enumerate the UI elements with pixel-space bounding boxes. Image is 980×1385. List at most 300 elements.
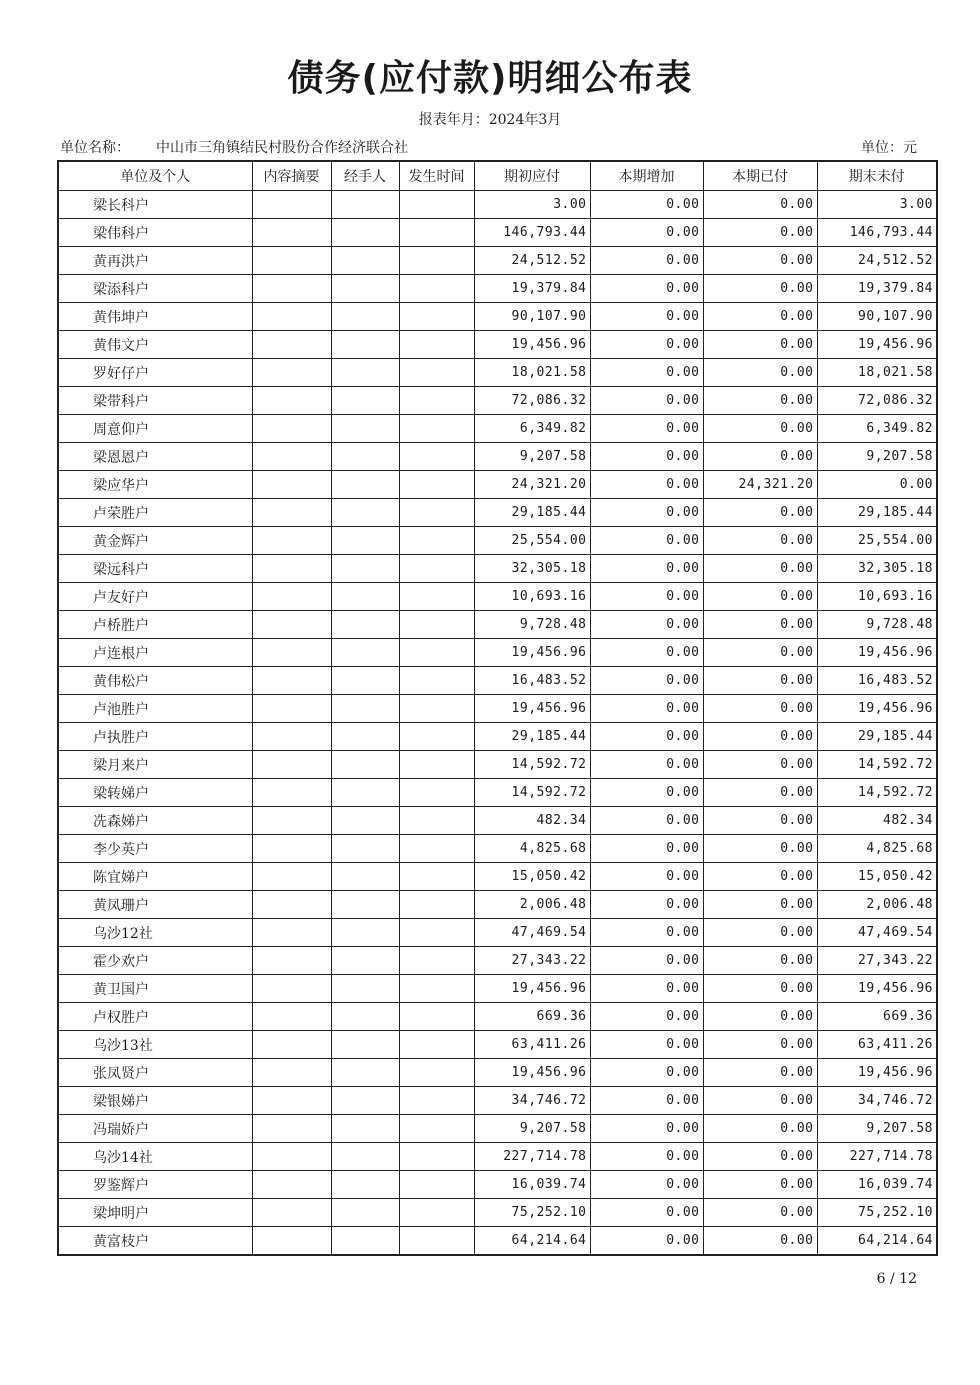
cell-opening: 27,343.22 [474,947,590,975]
cell-entity: 霍少欢户 [58,947,252,975]
cell-paid: 0.00 [703,1171,817,1199]
cell-increase: 0.00 [590,947,703,975]
cell-closing: 19,456.96 [817,975,937,1003]
unit-name-value: 中山市三角镇结民村股份合作经济联合社 [156,140,408,156]
cell-increase: 0.00 [590,779,703,807]
cell-paid: 0.00 [703,975,817,1003]
cell-entity: 张凤贤户 [58,1059,252,1087]
cell-closing: 63,411.26 [817,1031,937,1059]
cell-entity: 黄伟坤户 [58,303,252,331]
cell-handler [331,751,399,779]
cell-increase: 0.00 [590,1143,703,1171]
cell-opening: 34,746.72 [474,1087,590,1115]
cell-paid: 0.00 [703,583,817,611]
cell-entity: 梁月来户 [58,751,252,779]
cell-date [399,331,474,359]
cell-summary [252,667,331,695]
cell-opening: 19,456.96 [474,695,590,723]
cell-opening: 24,321.20 [474,471,590,499]
cell-summary [252,779,331,807]
table-row [58,527,937,555]
cell-opening: 29,185.44 [474,499,590,527]
cell-opening: 669.36 [474,1003,590,1031]
cell-closing: 19,456.96 [817,639,937,667]
cell-summary [252,1087,331,1115]
cell-handler [331,415,399,443]
cell-date [399,1171,474,1199]
table-row [58,387,937,415]
table-row [58,919,937,947]
cell-summary [252,863,331,891]
table-row [58,723,937,751]
cell-date [399,1031,474,1059]
cell-increase: 0.00 [590,1087,703,1115]
cell-opening: 4,825.68 [474,835,590,863]
cell-handler [331,387,399,415]
cell-closing: 16,483.52 [817,667,937,695]
cell-handler [331,1031,399,1059]
cell-opening: 16,483.52 [474,667,590,695]
table-row [58,863,937,891]
cell-entity: 黄凤珊户 [58,891,252,919]
cell-entity: 梁应华户 [58,471,252,499]
cell-summary [252,639,331,667]
cell-paid: 0.00 [703,1115,817,1143]
cell-date [399,527,474,555]
table-row [58,499,937,527]
cell-summary [252,835,331,863]
table-row [58,303,937,331]
cell-paid: 0.00 [703,1227,817,1256]
cell-summary [252,695,331,723]
cell-date [399,751,474,779]
cell-date [399,975,474,1003]
cell-date [399,219,474,247]
cell-increase: 0.00 [590,443,703,471]
cell-handler [331,891,399,919]
cell-summary [252,471,331,499]
col-header-summary: 内容摘要 [252,161,331,191]
cell-increase: 0.00 [590,1171,703,1199]
cell-handler [331,359,399,387]
cell-date [399,695,474,723]
table-row [58,583,937,611]
col-header-closing: 期末未付 [817,161,937,191]
cell-opening: 72,086.32 [474,387,590,415]
cell-summary [252,191,331,219]
cell-entity: 梁坤明户 [58,1199,252,1227]
cell-date [399,443,474,471]
cell-increase: 0.00 [590,863,703,891]
table-row [58,1059,937,1087]
cell-paid: 0.00 [703,863,817,891]
table-row [58,639,937,667]
cell-date [399,919,474,947]
cell-entity: 周意仰户 [58,415,252,443]
cell-date [399,247,474,275]
cell-paid: 0.00 [703,387,817,415]
cell-entity: 梁添科户 [58,275,252,303]
cell-closing: 19,456.96 [817,331,937,359]
cell-date [399,1059,474,1087]
cell-closing: 14,592.72 [817,779,937,807]
cell-opening: 9,728.48 [474,611,590,639]
cell-closing: 0.00 [817,471,937,499]
table-row [58,667,937,695]
cell-opening: 19,456.96 [474,1059,590,1087]
cell-summary [252,275,331,303]
cell-closing: 16,039.74 [817,1171,937,1199]
cell-opening: 25,554.00 [474,527,590,555]
cell-entity: 李少英户 [58,835,252,863]
cell-increase: 0.00 [590,1199,703,1227]
cell-opening: 19,456.96 [474,331,590,359]
cell-date [399,555,474,583]
cell-entity: 梁银娣户 [58,1087,252,1115]
cell-closing: 47,469.54 [817,919,937,947]
cell-handler [331,947,399,975]
cell-opening: 19,379.84 [474,275,590,303]
cell-handler [331,1143,399,1171]
cell-opening: 15,050.42 [474,863,590,891]
cell-increase: 0.00 [590,667,703,695]
unit-name-label: 单位名称： [60,140,130,156]
unit-name-line [60,137,408,157]
cell-handler [331,611,399,639]
cell-date [399,1087,474,1115]
cell-handler [331,1115,399,1143]
cell-opening: 14,592.72 [474,779,590,807]
table-body [58,191,937,1256]
cell-date [399,499,474,527]
cell-entity: 罗好仔户 [58,359,252,387]
cell-summary [252,387,331,415]
table-row [58,275,937,303]
cell-opening: 10,693.16 [474,583,590,611]
col-header-paid: 本期已付 [703,161,817,191]
cell-summary [252,751,331,779]
cell-handler [331,555,399,583]
table-row [58,807,937,835]
cell-opening: 29,185.44 [474,723,590,751]
page-number: 6 / 12 [876,1271,917,1287]
table-row [58,695,937,723]
table-row [58,975,937,1003]
cell-entity: 黄伟文户 [58,331,252,359]
cell-summary [252,499,331,527]
cell-paid: 0.00 [703,751,817,779]
cell-summary [252,219,331,247]
cell-closing: 9,207.58 [817,1115,937,1143]
cell-date [399,779,474,807]
cell-summary [252,611,331,639]
cell-paid: 0.00 [703,415,817,443]
cell-opening: 47,469.54 [474,919,590,947]
cell-increase: 0.00 [590,359,703,387]
cell-paid: 0.00 [703,667,817,695]
cell-date [399,583,474,611]
cell-handler [331,443,399,471]
cell-entity: 卢荣胜户 [58,499,252,527]
cell-entity: 卢连根户 [58,639,252,667]
cell-increase: 0.00 [590,527,703,555]
cell-handler [331,275,399,303]
cell-opening: 19,456.96 [474,639,590,667]
cell-summary [252,1031,331,1059]
cell-paid: 0.00 [703,807,817,835]
cell-date [399,359,474,387]
cell-increase: 0.00 [590,219,703,247]
cell-entity: 卢权胜户 [58,1003,252,1031]
cell-closing: 6,349.82 [817,415,937,443]
cell-increase: 0.00 [590,1115,703,1143]
cell-date [399,891,474,919]
cell-opening: 14,592.72 [474,751,590,779]
cell-paid: 0.00 [703,947,817,975]
table-row [58,219,937,247]
cell-increase: 0.00 [590,331,703,359]
cell-entity: 乌沙13社 [58,1031,252,1059]
cell-paid: 0.00 [703,1031,817,1059]
cell-paid: 0.00 [703,639,817,667]
cell-opening: 6,349.82 [474,415,590,443]
cell-date [399,639,474,667]
cell-increase: 0.00 [590,387,703,415]
cell-handler [331,331,399,359]
page-title: 债务(应付款)明细公布表 [287,58,693,99]
cell-closing: 24,512.52 [817,247,937,275]
cell-handler [331,863,399,891]
cell-paid: 0.00 [703,219,817,247]
cell-entity: 乌沙12社 [58,919,252,947]
cell-summary [252,415,331,443]
cell-date [399,667,474,695]
cell-closing: 14,592.72 [817,751,937,779]
cell-summary [252,807,331,835]
cell-summary [252,555,331,583]
cell-handler [331,919,399,947]
cell-date [399,303,474,331]
cell-closing: 482.34 [817,807,937,835]
cell-increase: 0.00 [590,891,703,919]
cell-closing: 29,185.44 [817,499,937,527]
cell-closing: 75,252.10 [817,1199,937,1227]
cell-paid: 0.00 [703,723,817,751]
cell-entity: 梁转娣户 [58,779,252,807]
cell-handler [331,1199,399,1227]
cell-opening: 16,039.74 [474,1171,590,1199]
cell-increase: 0.00 [590,275,703,303]
cell-closing: 25,554.00 [817,527,937,555]
cell-entity: 梁恩恩户 [58,443,252,471]
cell-closing: 19,456.96 [817,695,937,723]
table-header-row [58,161,937,191]
table-row [58,1087,937,1115]
cell-opening: 2,006.48 [474,891,590,919]
cell-date [399,611,474,639]
cell-summary [252,1227,331,1256]
cell-closing: 146,793.44 [817,219,937,247]
cell-date [399,807,474,835]
cell-summary [252,443,331,471]
cell-handler [331,499,399,527]
cell-opening: 9,207.58 [474,1115,590,1143]
cell-entity: 黄金辉户 [58,527,252,555]
cell-paid: 24,321.20 [703,471,817,499]
cell-summary [252,919,331,947]
cell-entity: 冼森娣户 [58,807,252,835]
cell-closing: 32,305.18 [817,555,937,583]
cell-summary [252,527,331,555]
cell-closing: 10,693.16 [817,583,937,611]
cell-entity: 冯瑞娇户 [58,1115,252,1143]
cell-entity: 卢执胜户 [58,723,252,751]
cell-increase: 0.00 [590,1003,703,1031]
cell-date [399,275,474,303]
cell-summary [252,891,331,919]
cell-entity: 梁长科户 [58,191,252,219]
cell-handler [331,247,399,275]
cell-summary [252,583,331,611]
cell-summary [252,303,331,331]
table-row [58,331,937,359]
cell-paid: 0.00 [703,331,817,359]
cell-date [399,471,474,499]
cell-handler [331,471,399,499]
cell-increase: 0.00 [590,1031,703,1059]
cell-entity: 黄再洪户 [58,247,252,275]
cell-increase: 0.00 [590,499,703,527]
cell-closing: 19,379.84 [817,275,937,303]
cell-paid: 0.00 [703,1143,817,1171]
table-row [58,191,937,219]
cell-entity: 黄富枝户 [58,1227,252,1256]
cell-handler [331,695,399,723]
cell-closing: 669.36 [817,1003,937,1031]
cell-summary [252,247,331,275]
currency-unit: 单位：元 [861,140,917,156]
cell-paid: 0.00 [703,611,817,639]
cell-handler [331,723,399,751]
col-header-handler: 经手人 [331,161,399,191]
cell-paid: 0.00 [703,443,817,471]
cell-closing: 72,086.32 [817,387,937,415]
cell-summary [252,947,331,975]
cell-increase: 0.00 [590,471,703,499]
cell-closing: 3.00 [817,191,937,219]
cell-increase: 0.00 [590,835,703,863]
cell-handler [331,1171,399,1199]
cell-opening: 18,021.58 [474,359,590,387]
col-header-entity: 单位及个人 [58,161,252,191]
cell-entity: 卢池胜户 [58,695,252,723]
cell-paid: 0.00 [703,779,817,807]
col-header-date: 发生时间 [399,161,474,191]
cell-date [399,947,474,975]
cell-closing: 227,714.78 [817,1143,937,1171]
cell-opening: 75,252.10 [474,1199,590,1227]
cell-opening: 32,305.18 [474,555,590,583]
table-row [58,1031,937,1059]
cell-opening: 227,714.78 [474,1143,590,1171]
table-row [58,443,937,471]
cell-handler [331,667,399,695]
cell-paid: 0.00 [703,835,817,863]
cell-entity: 黄卫国户 [58,975,252,1003]
table-row [58,1115,937,1143]
cell-entity: 梁伟科户 [58,219,252,247]
cell-increase: 0.00 [590,1059,703,1087]
cell-closing: 19,456.96 [817,1059,937,1087]
table-row [58,555,937,583]
cell-summary [252,1059,331,1087]
cell-summary [252,1003,331,1031]
cell-increase: 0.00 [590,611,703,639]
cell-handler [331,975,399,1003]
cell-entity: 梁远科户 [58,555,252,583]
debt-ledger-table [57,160,938,1256]
table-row [58,1003,937,1031]
cell-increase: 0.00 [590,415,703,443]
cell-date [399,835,474,863]
cell-paid: 0.00 [703,919,817,947]
cell-date [399,191,474,219]
cell-increase: 0.00 [590,583,703,611]
cell-handler [331,639,399,667]
table-row [58,471,937,499]
cell-closing: 2,006.48 [817,891,937,919]
cell-paid: 0.00 [703,303,817,331]
cell-handler [331,219,399,247]
cell-closing: 64,214.64 [817,1227,937,1256]
cell-summary [252,1143,331,1171]
cell-entity: 梁带科户 [58,387,252,415]
cell-opening: 19,456.96 [474,975,590,1003]
cell-handler [331,191,399,219]
cell-summary [252,331,331,359]
cell-opening: 482.34 [474,807,590,835]
cell-handler [331,1003,399,1031]
cell-date [399,1003,474,1031]
table-row [58,611,937,639]
cell-opening: 146,793.44 [474,219,590,247]
cell-increase: 0.00 [590,695,703,723]
cell-date [399,1199,474,1227]
cell-date [399,1227,474,1256]
cell-paid: 0.00 [703,499,817,527]
cell-entity: 黄伟松户 [58,667,252,695]
col-header-increase: 本期增加 [590,161,703,191]
cell-summary [252,1199,331,1227]
cell-closing: 18,021.58 [817,359,937,387]
table-row [58,247,937,275]
cell-opening: 90,107.90 [474,303,590,331]
report-period: 报表年月：2024年3月 [418,112,562,128]
cell-increase: 0.00 [590,723,703,751]
cell-closing: 9,207.58 [817,443,937,471]
cell-handler [331,527,399,555]
cell-increase: 0.00 [590,247,703,275]
cell-closing: 34,746.72 [817,1087,937,1115]
cell-increase: 0.00 [590,919,703,947]
table-row [58,1199,937,1227]
cell-increase: 0.00 [590,807,703,835]
cell-entity: 卢友好户 [58,583,252,611]
cell-paid: 0.00 [703,555,817,583]
cell-date [399,1115,474,1143]
table-row [58,1227,937,1256]
cell-handler [331,303,399,331]
